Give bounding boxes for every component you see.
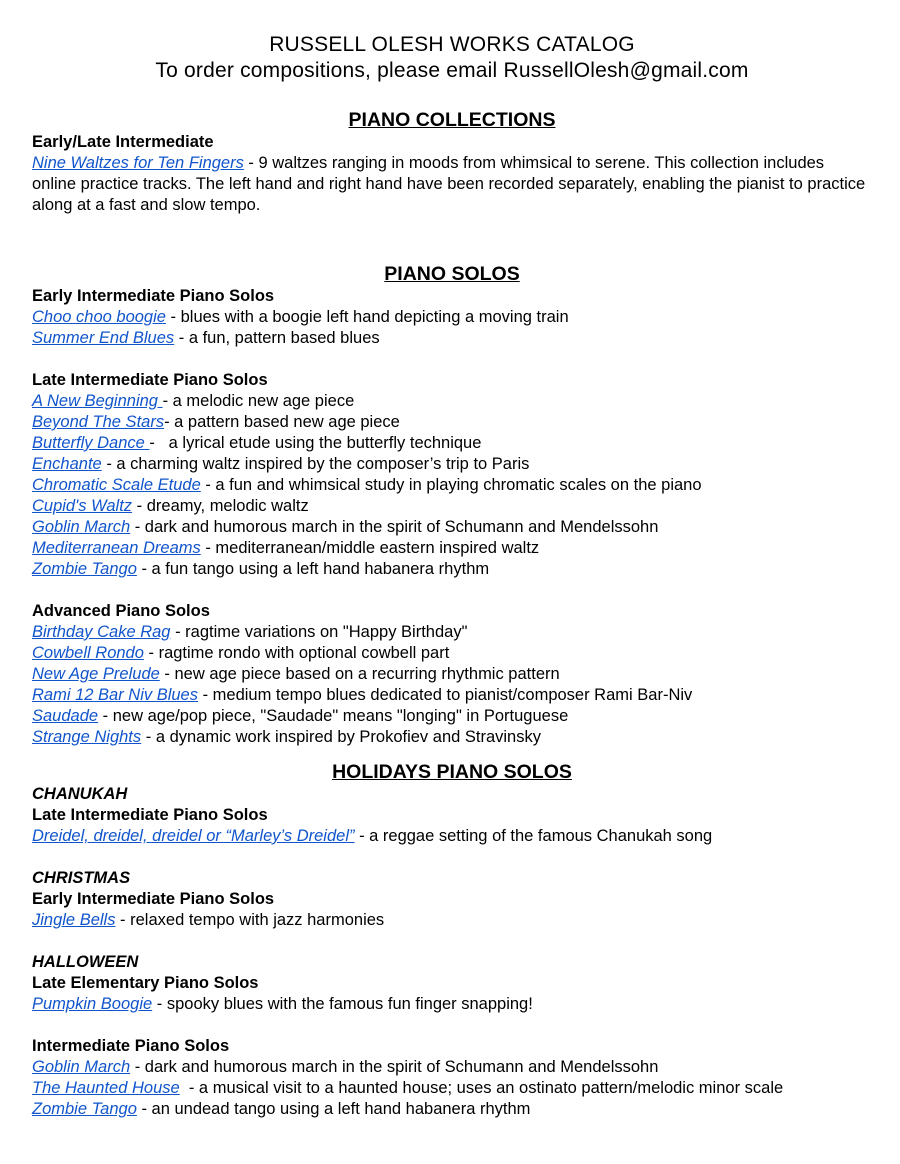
catalog-entry xyxy=(32,328,872,349)
work-description: - ragtime variations on "Happy Birthday" xyxy=(170,623,468,641)
catalog-entry xyxy=(32,727,872,748)
work-description: - a lyrical etude using the butterfly technique xyxy=(149,434,482,452)
work-description: - blues with a boogie left hand depicting a moving train xyxy=(165,308,569,326)
work-description: - a fun tango using a left hand habanera rhythm xyxy=(136,560,490,578)
work-link[interactable]: Zombie Tango xyxy=(32,560,137,578)
catalog-entry xyxy=(32,622,872,643)
work-description: - ragtime rondo with optional cowbell part xyxy=(143,644,450,662)
catalog-entry xyxy=(32,433,872,454)
work-link[interactable]: Butterfly Dance xyxy=(32,434,150,452)
work-description: - a charming waltz inspired by the composer’s trip to Paris xyxy=(101,455,530,473)
work-link[interactable]: Goblin March xyxy=(32,518,131,536)
work-description: - dreamy, melodic waltz xyxy=(132,497,309,515)
holiday-heading-chanukah: CHANUKAH xyxy=(32,785,128,803)
work-link[interactable]: Rami 12 Bar Niv Blues xyxy=(32,686,198,704)
catalog-entry xyxy=(32,391,872,412)
work-link[interactable]: Nine Waltzes for Ten Fingers xyxy=(32,154,244,172)
work-description: - a melodic new age piece xyxy=(162,392,355,410)
work-link[interactable]: Goblin March xyxy=(32,1058,131,1076)
work-description: - relaxed tempo with jazz harmonies xyxy=(115,911,385,929)
work-link[interactable]: Jingle Bells xyxy=(32,911,116,929)
level-heading: Late Intermediate Piano Solos xyxy=(32,806,268,824)
level-heading: Early Intermediate Piano Solos xyxy=(32,890,275,908)
work-link[interactable]: Choo choo boogie xyxy=(32,308,166,326)
section-heading-holidays: HOLIDAYS PIANO SOLOS xyxy=(332,761,572,783)
work-description: - a musical visit to a haunted house; uses an ostinato pattern/melodic minor scale xyxy=(179,1079,784,1097)
work-description: - a fun, pattern based blues xyxy=(174,329,380,347)
holiday-heading-halloween: HALLOWEEN xyxy=(32,953,139,971)
level-heading: Early/Late Intermediate xyxy=(32,133,214,151)
work-description: - new age/pop piece, "Saudade" means "longing" in Portuguese xyxy=(98,707,569,725)
work-description: - dark and humorous march in the spirit of Schumann and Mendelssohn xyxy=(130,518,659,536)
level-heading: Early Intermediate Piano Solos xyxy=(32,287,275,305)
work-link[interactable]: Beyond The Stars xyxy=(32,413,165,431)
section-heading-collections: PIANO COLLECTIONS xyxy=(348,109,556,131)
level-heading: Late Intermediate Piano Solos xyxy=(32,371,268,389)
level-heading: Late Elementary Piano Solos xyxy=(32,974,259,992)
work-link[interactable]: The Haunted House xyxy=(32,1079,180,1097)
work-link[interactable]: Saudade xyxy=(32,707,99,725)
holiday-heading-christmas: CHRISTMAS xyxy=(32,869,131,887)
catalog-entry xyxy=(32,910,872,931)
work-link[interactable]: Chromatic Scale Etude xyxy=(32,476,201,494)
work-description: - a reggae setting of the famous Chanukah song xyxy=(354,827,713,845)
catalog-entry xyxy=(32,1099,872,1120)
work-link[interactable]: Birthday Cake Rag xyxy=(32,623,171,641)
page-subtitle: To order compositions, please email RussellOlesh@gmail.com xyxy=(155,59,749,82)
work-link[interactable]: Cowbell Rondo xyxy=(32,644,144,662)
catalog-entry xyxy=(32,153,872,216)
level-heading: Intermediate Piano Solos xyxy=(32,1037,230,1055)
work-link[interactable]: A New Beginning xyxy=(32,392,163,410)
work-link[interactable]: Strange Nights xyxy=(32,728,142,746)
work-link[interactable]: Summer End Blues xyxy=(32,329,175,347)
work-description: - a fun and whimsical study in playing chromatic scales on the piano xyxy=(200,476,702,494)
catalog-entry xyxy=(32,685,872,706)
section-heading-solos: PIANO SOLOS xyxy=(384,263,520,285)
work-link[interactable]: Dreidel, dreidel, dreidel or “Marley’s Dreidel” xyxy=(32,827,355,845)
work-description: - new age piece based on a recurring rhythmic pattern xyxy=(159,665,560,683)
level-heading: Advanced Piano Solos xyxy=(32,602,210,620)
work-description: - a dynamic work inspired by Prokofiev and Stravinsky xyxy=(141,728,541,746)
catalog-entry xyxy=(32,826,872,847)
catalog-entry xyxy=(32,643,872,664)
catalog-entry xyxy=(32,496,872,517)
work-description: - spooky blues with the famous fun finger snapping! xyxy=(152,995,533,1013)
work-link[interactable]: Mediterranean Dreams xyxy=(32,539,201,557)
catalog-entry xyxy=(32,538,872,559)
catalog-entry xyxy=(32,706,872,727)
work-description: - mediterranean/middle eastern inspired waltz xyxy=(200,539,540,557)
catalog-entry xyxy=(32,475,872,496)
catalog-entry xyxy=(32,1078,872,1099)
catalog-page xyxy=(32,32,872,1120)
work-link[interactable]: Pumpkin Boogie xyxy=(32,995,153,1013)
catalog-entry xyxy=(32,307,872,328)
catalog-entry xyxy=(32,994,872,1015)
catalog-entry xyxy=(32,1057,872,1078)
work-description: - medium tempo blues dedicated to pianist/composer Rami Bar-Niv xyxy=(197,686,693,704)
work-link[interactable]: Zombie Tango xyxy=(32,1100,137,1118)
catalog-entry xyxy=(32,559,872,580)
work-link[interactable]: Cupid's Waltz xyxy=(32,497,133,515)
catalog-entry xyxy=(32,517,872,538)
catalog-entry xyxy=(32,664,872,685)
work-description: - an undead tango using a left hand habanera rhythm xyxy=(136,1100,531,1118)
page-title: RUSSELL OLESH WORKS CATALOG xyxy=(269,33,635,56)
work-description: - dark and humorous march in the spirit of Schumann and Mendelssohn xyxy=(130,1058,659,1076)
work-description: - a pattern based new age piece xyxy=(164,413,400,431)
catalog-entry xyxy=(32,454,872,475)
work-link[interactable]: New Age Prelude xyxy=(32,665,160,683)
work-description: - 9 waltzes ranging in moods from whimsical to serene. This collection includes online practice tracks. The left hand and right hand have been recorded separately, enabling the pianist to practice along at a fast and slow tempo. xyxy=(32,154,866,214)
catalog-entry xyxy=(32,412,872,433)
work-link[interactable]: Enchante xyxy=(32,455,102,473)
